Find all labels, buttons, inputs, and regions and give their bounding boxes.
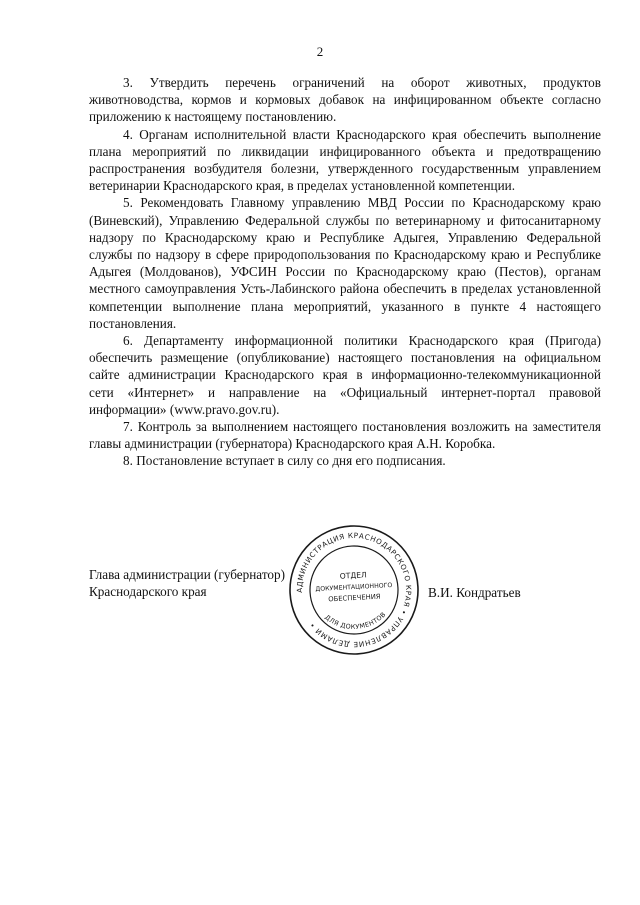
signatory-position (89, 566, 285, 600)
stamp-center-line1: ОТДЕЛ (339, 570, 367, 581)
stamp-bottom-text: ДЛЯ ДОКУМЕНТОВ (323, 610, 388, 631)
signatory-position-line2: Краснодарского края (89, 584, 207, 600)
paragraph-5: 5. Рекомендовать Главному управлению МВД России по Краснодарскому краю (Виневский), Управлению Федеральной службы по ветеринарному и фитосанитарному надзору по Краснодарскому краю и Республике Адыгея, Управлению Федеральной службы по надзору в сфере природопользования по Краснодарскому краю и Республике Адыгея (Молдованов), УФСИН России по Краснодарскому краю (Пестов), органам местного самоуправления Усть-Лабинского района обеспечить в пределах установленной компетенции выполнение плана мероприятий, указанного в пункте 4 настоящего постановления. (89, 195, 601, 331)
paragraph-3: 3. Утвердить перечень ограничений на оборот животных, продуктов животноводства, кормов и кормовых добавок на инфицированном объекте согласно приложению к настоящему постановлению. (89, 75, 601, 125)
signatory-position-line1: Глава администрации (губернатор) (89, 567, 285, 582)
document-body (89, 74, 601, 470)
stamp-ring-text: АДМИНИСТРАЦИЯ КРАСНОДАРСКОГО КРАЯ • УПРАВЛЕНИЕ ДЕЛАМИ • (294, 530, 414, 650)
stamp-center-line2: ДОКУМЕНТАЦИОННОГО (315, 581, 393, 594)
paragraph-6: 6. Департаменту информационной политики Краснодарского края (Пригода) обеспечить размещение (опубликование) настоящего постановления на официальном сайте администрации Краснодарского края в информационно-телекоммуникационной сети «Интернет» и направление на «Официальный интернет-портал правовой информации» (www.pravo.gov.ru). (89, 333, 601, 417)
paragraph-4: 4. Органам исполнительной власти Краснодарского края обеспечить выполнение плана мероприятий по ликвидации инфицированного объекта и предотвращению распространения возбудителя болезни, утвержденного государственным управлением ветеринарии Краснодарского края, в пределах установленной компетенции. (89, 126, 601, 194)
paragraph-7: 7. Контроль за выполнением настоящего постановления возложить на заместителя главы администрации (губернатора) Краснодарского края А.Н. Коробка. (89, 419, 601, 452)
signatory-name: В.И. Кондратьев (428, 585, 521, 600)
paragraph-8: 8. Постановление вступает в силу со дня его подписания. (123, 453, 446, 469)
page-number: 2 (316, 44, 324, 59)
stamp-center-line3: ОБЕСПЕЧЕНИЯ (328, 592, 381, 604)
official-stamp (283, 519, 426, 662)
stamp-seal (283, 519, 426, 662)
